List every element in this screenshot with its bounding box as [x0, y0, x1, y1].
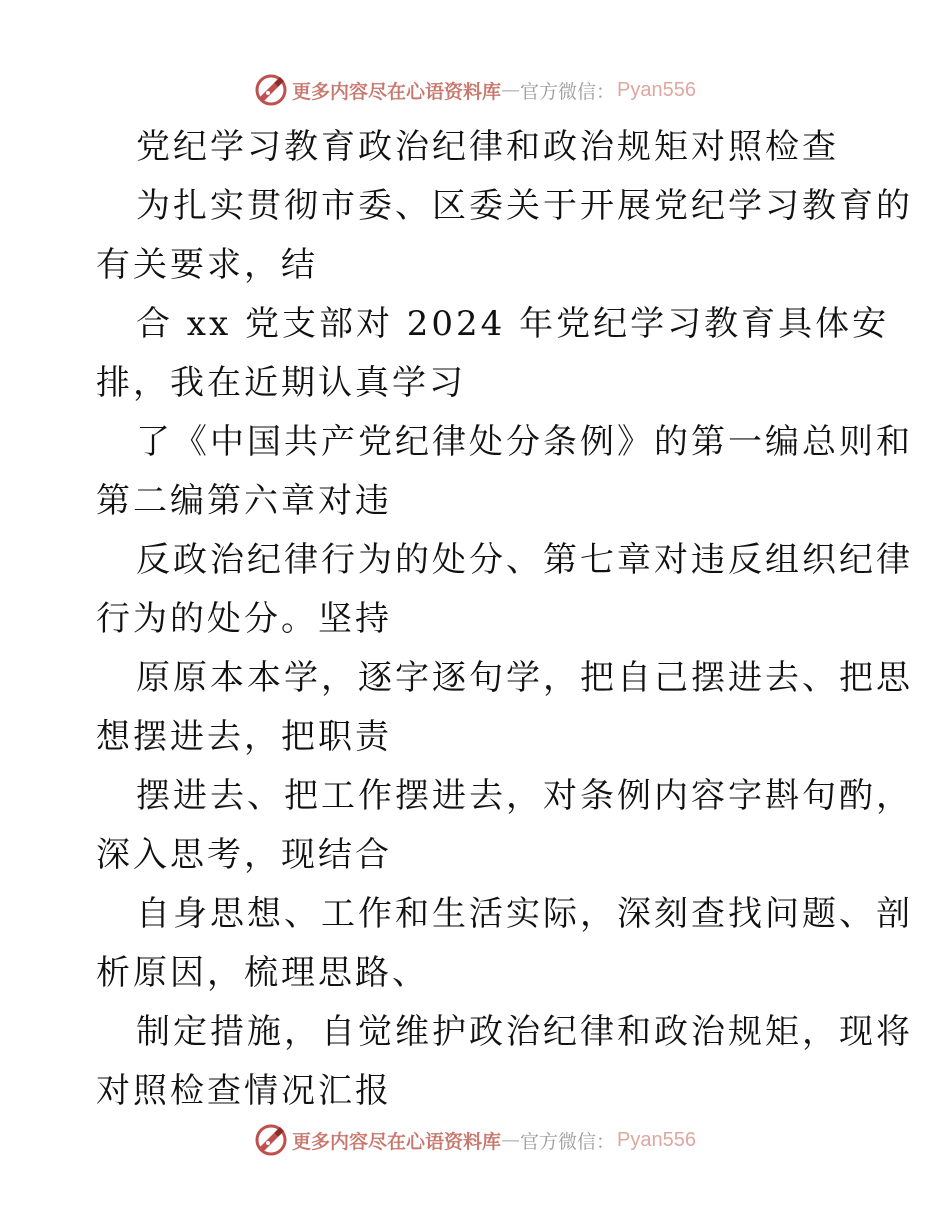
paragraph-line: 排，我在近期认真学习 [96, 363, 466, 403]
watermark-wechat-label: 官方微信： [520, 80, 616, 103]
paragraph-line: 了《中国共产党纪律处分条例》的第一编总则和 [136, 422, 913, 462]
pen-logo-icon [254, 73, 288, 107]
watermark-text: 更多内容尽在心语资料库 [292, 1130, 502, 1153]
watermark-dash: — [501, 1129, 521, 1151]
paragraph-line: 为扎实贯彻市委、区委关于开展党纪学习教育的 [136, 186, 913, 226]
paragraph-line: 深入思考，现结合 [96, 835, 392, 875]
pen-logo-icon [254, 1123, 288, 1157]
watermark-footer [0, 1120, 950, 1160]
paragraph-line: 第二编第六章对违 [96, 481, 392, 521]
watermark-text: 更多内容尽在心语资料库 [292, 80, 502, 103]
document-title: 党纪学习教育政治纪律和政治规矩对照检查 [136, 127, 839, 167]
paragraph-line: 行为的处分。坚持 [96, 599, 392, 639]
document-body [96, 118, 913, 1121]
paragraph-line: 制定措施，自觉维护政治纪律和政治规矩，现将 [136, 1012, 913, 1052]
paragraph-line: 想摆进去，把职责 [96, 717, 392, 757]
paragraph-line: 原原本本学，逐字逐句学，把自己摆进去、把思 [136, 658, 913, 698]
paragraph-line: 自身思想、工作和生活实际，深刻查找问题、剖 [136, 894, 913, 934]
paragraph-line: 有关要求，结 [96, 245, 318, 285]
watermark-header [0, 70, 950, 110]
paragraph-line: 反政治纪律行为的处分、第七章对违反组织纪律 [136, 540, 913, 580]
paragraph-line: 析原因，梳理思路、 [96, 953, 429, 993]
paragraph-line: 对照检查情况汇报 [96, 1071, 392, 1111]
watermark-wechat-id: Pyan556 [617, 78, 696, 101]
watermark-dash: — [501, 79, 521, 101]
watermark-wechat-label: 官方微信： [520, 1130, 616, 1153]
paragraph-line: 合 xx 党支部对 2024 年党纪学习教育具体安 [136, 304, 890, 344]
watermark-wechat-id: Pyan556 [617, 1128, 696, 1151]
paragraph-line: 摆进去、把工作摆进去，对条例内容字斟句酌， [136, 776, 913, 816]
